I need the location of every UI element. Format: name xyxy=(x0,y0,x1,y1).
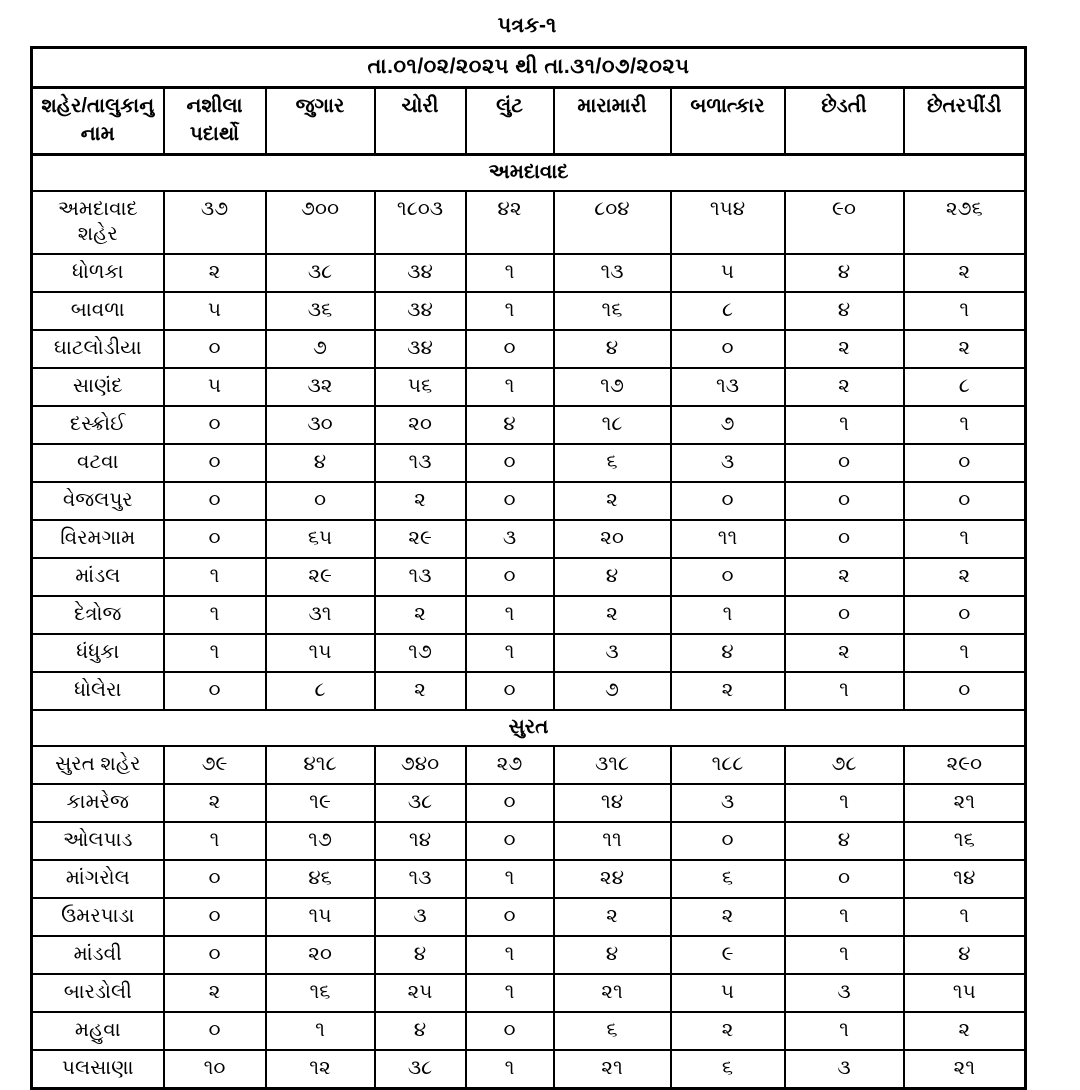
value-cell: ૦ xyxy=(164,936,266,974)
section-header-row xyxy=(32,710,1026,746)
value-cell: ૪ xyxy=(375,1012,466,1050)
value-cell: ૦ xyxy=(164,898,266,936)
table-row xyxy=(32,672,1026,710)
value-cell: ૪ xyxy=(671,634,785,672)
value-cell: ૦ xyxy=(671,330,785,368)
value-cell: ૪ xyxy=(785,254,904,292)
value-cell: ૨ xyxy=(904,558,1026,596)
table-row xyxy=(32,444,1026,482)
column-header-0: શહેર/તાલુકાનુ નામ xyxy=(32,88,164,155)
value-cell: ૦ xyxy=(466,482,554,520)
row-name-cell: વેજલપુર xyxy=(32,482,164,520)
value-cell: ૦ xyxy=(466,444,554,482)
value-cell: ૧૪ xyxy=(554,784,671,822)
value-cell: ૫ xyxy=(671,254,785,292)
value-cell: ૧૮૮ xyxy=(671,746,785,784)
table-row xyxy=(32,558,1026,596)
value-cell: ૭ xyxy=(554,672,671,710)
value-cell: ૦ xyxy=(671,822,785,860)
value-cell: ૨ xyxy=(785,634,904,672)
row-name-cell: સુરત શહેર xyxy=(32,746,164,784)
value-cell: ૮૦૪ xyxy=(554,191,671,254)
value-cell: ૦ xyxy=(466,1012,554,1050)
row-name-cell: ધોલેરા xyxy=(32,672,164,710)
row-name-cell: ધોળકા xyxy=(32,254,164,292)
value-cell: ૩૨ xyxy=(266,368,375,406)
value-cell: ૪ xyxy=(785,292,904,330)
column-header-4: લુંટ xyxy=(466,88,554,155)
value-cell: ૨ xyxy=(554,596,671,634)
value-cell: ૪ xyxy=(466,406,554,444)
value-cell: ૧૬ xyxy=(554,292,671,330)
column-header-5: મારામારી xyxy=(554,88,671,155)
value-cell: ૭૯ xyxy=(164,746,266,784)
table-row xyxy=(32,406,1026,444)
row-name-cell: વિરમગામ xyxy=(32,520,164,558)
value-cell: ૧ xyxy=(785,672,904,710)
value-cell: ૩ xyxy=(554,634,671,672)
row-name-cell: કામરેજ xyxy=(32,784,164,822)
value-cell: ૨ xyxy=(671,898,785,936)
value-cell: ૧ xyxy=(904,520,1026,558)
value-cell: ૫ xyxy=(671,974,785,1012)
table-row xyxy=(32,330,1026,368)
value-cell: ૬ xyxy=(671,860,785,898)
value-cell: ૯ xyxy=(671,936,785,974)
value-cell: ૧૫૪ xyxy=(671,191,785,254)
value-cell: ૧ xyxy=(466,368,554,406)
value-cell: ૪ xyxy=(266,444,375,482)
value-cell: ૨ xyxy=(785,368,904,406)
value-cell: ૨ xyxy=(904,254,1026,292)
value-cell: ૧૩ xyxy=(375,444,466,482)
value-cell: ૨ xyxy=(904,1012,1026,1050)
value-cell: ૨૭ xyxy=(466,746,554,784)
value-cell: ૧ xyxy=(671,596,785,634)
value-cell: ૨૯ xyxy=(266,558,375,596)
value-cell: ૪ xyxy=(554,936,671,974)
table-row xyxy=(32,634,1026,672)
value-cell: ૫ xyxy=(164,292,266,330)
table-row xyxy=(32,974,1026,1012)
table-row xyxy=(32,254,1026,292)
value-cell: ૧૩ xyxy=(554,254,671,292)
value-cell: ૭૦૦ xyxy=(266,191,375,254)
value-cell: ૨ xyxy=(375,672,466,710)
value-cell: ૨૧ xyxy=(554,1050,671,1089)
value-cell: ૧૧ xyxy=(554,822,671,860)
value-cell: ૧ xyxy=(164,558,266,596)
row-name-cell: ઉમરપાડા xyxy=(32,898,164,936)
value-cell: ૭૪૦ xyxy=(375,746,466,784)
value-cell: ૮ xyxy=(266,672,375,710)
row-name-cell: અમદાવાદ શહેર xyxy=(32,191,164,254)
value-cell: ૦ xyxy=(904,482,1026,520)
value-cell: ૧૭ xyxy=(554,368,671,406)
value-cell: ૨૭૬ xyxy=(904,191,1026,254)
value-cell: ૧ xyxy=(466,974,554,1012)
row-name-cell: માંગરોલ xyxy=(32,860,164,898)
value-cell: ૨ xyxy=(164,254,266,292)
value-cell: ૧૬ xyxy=(904,822,1026,860)
table-row xyxy=(32,368,1026,406)
value-cell: ૨ xyxy=(375,482,466,520)
value-cell: ૨૪ xyxy=(554,860,671,898)
value-cell: ૩૮ xyxy=(375,784,466,822)
value-cell: ૦ xyxy=(466,784,554,822)
value-cell: ૦ xyxy=(164,520,266,558)
value-cell: ૦ xyxy=(466,898,554,936)
value-cell: ૧ xyxy=(904,634,1026,672)
table-row xyxy=(32,898,1026,936)
value-cell: ૩૬ xyxy=(266,292,375,330)
row-name-cell: માંડલ xyxy=(32,558,164,596)
value-cell: ૧ xyxy=(164,634,266,672)
value-cell: ૩૧ xyxy=(266,596,375,634)
value-cell: ૧ xyxy=(904,898,1026,936)
value-cell: ૭ xyxy=(266,330,375,368)
table-row xyxy=(32,596,1026,634)
value-cell: ૧૩ xyxy=(375,860,466,898)
row-name-cell: બાવળા xyxy=(32,292,164,330)
date-range-row xyxy=(32,48,1026,88)
value-cell: ૧૩ xyxy=(671,368,785,406)
value-cell: ૦ xyxy=(164,860,266,898)
table-row xyxy=(32,1050,1026,1089)
row-name-cell: ઘાટલોડીયા xyxy=(32,330,164,368)
value-cell: ૫૬ xyxy=(375,368,466,406)
row-name-cell: દસ્ક્રોઈ xyxy=(32,406,164,444)
value-cell: ૦ xyxy=(466,822,554,860)
value-cell: ૩ xyxy=(671,784,785,822)
value-cell: ૪ xyxy=(375,936,466,974)
value-cell: ૧ xyxy=(466,634,554,672)
value-cell: ૦ xyxy=(671,558,785,596)
value-cell: ૪૬ xyxy=(266,860,375,898)
value-cell: ૧૯ xyxy=(266,784,375,822)
value-cell: ૨૫ xyxy=(375,974,466,1012)
value-cell: ૧૧ xyxy=(671,520,785,558)
column-header-7: છેડતી xyxy=(785,88,904,155)
value-cell: ૧૮૦૩ xyxy=(375,191,466,254)
value-cell: ૦ xyxy=(466,672,554,710)
row-name-cell: વટવા xyxy=(32,444,164,482)
value-cell: ૯૦ xyxy=(785,191,904,254)
value-cell: ૧ xyxy=(466,860,554,898)
value-cell: ૧ xyxy=(904,292,1026,330)
value-cell: ૧૩ xyxy=(375,558,466,596)
value-cell: ૧ xyxy=(785,898,904,936)
value-cell: ૪ xyxy=(554,330,671,368)
value-cell: ૦ xyxy=(466,558,554,596)
value-cell: ૩ xyxy=(375,898,466,936)
value-cell: ૭ xyxy=(671,406,785,444)
value-cell: ૦ xyxy=(671,482,785,520)
value-cell: ૦ xyxy=(164,1012,266,1050)
value-cell: ૧ xyxy=(466,596,554,634)
value-cell: ૧૭ xyxy=(375,634,466,672)
date-range-label: તા.૦૧/૦૨/૨૦૨૫ થી તા.૩૧/૦૭/૨૦૨૫ xyxy=(32,48,1026,88)
value-cell: ૪૨ xyxy=(466,191,554,254)
column-header-1: નશીલા પદાર્થો xyxy=(164,88,266,155)
column-header-8: છેતરપીંડી xyxy=(904,88,1026,155)
value-cell: ૨ xyxy=(164,974,266,1012)
page-title: પત્રક-૧ xyxy=(497,14,557,37)
value-cell: ૨ xyxy=(785,558,904,596)
value-cell: ૮ xyxy=(904,368,1026,406)
column-header-3: ચોરી xyxy=(375,88,466,155)
value-cell: ૧ xyxy=(466,254,554,292)
value-cell: ૩૦ xyxy=(266,406,375,444)
value-cell: ૧ xyxy=(785,784,904,822)
column-header-6: બળાત્કાર xyxy=(671,88,785,155)
value-cell: ૩૪ xyxy=(375,254,466,292)
value-cell: ૨ xyxy=(671,1012,785,1050)
value-cell: ૩૮ xyxy=(266,254,375,292)
value-cell: ૦ xyxy=(785,444,904,482)
value-cell: ૦ xyxy=(785,860,904,898)
value-cell: ૦ xyxy=(266,482,375,520)
value-cell: ૧૫ xyxy=(266,634,375,672)
value-cell: ૦ xyxy=(785,520,904,558)
row-name-cell: મહુવા xyxy=(32,1012,164,1050)
value-cell: ૦ xyxy=(785,596,904,634)
value-cell: ૨ xyxy=(554,898,671,936)
value-cell: ૧૭ xyxy=(266,822,375,860)
row-name-cell: પલસાણા xyxy=(32,1050,164,1089)
value-cell: ૧૮ xyxy=(554,406,671,444)
value-cell: ૨૦ xyxy=(554,520,671,558)
table-row xyxy=(32,1012,1026,1050)
value-cell: ૨ xyxy=(785,330,904,368)
value-cell: ૧૦ xyxy=(164,1050,266,1089)
value-cell: ૩ xyxy=(671,444,785,482)
crime-statistics-table xyxy=(30,46,1027,1090)
value-cell: ૨૧ xyxy=(554,974,671,1012)
value-cell: ૦ xyxy=(164,482,266,520)
table-row xyxy=(32,292,1026,330)
table-row xyxy=(32,520,1026,558)
value-cell: ૩ xyxy=(785,1050,904,1089)
value-cell: ૦ xyxy=(164,672,266,710)
value-cell: ૦ xyxy=(904,672,1026,710)
value-cell: ૧ xyxy=(466,936,554,974)
value-cell: ૧૬ xyxy=(266,974,375,1012)
value-cell: ૩ xyxy=(466,520,554,558)
value-cell: ૧ xyxy=(466,292,554,330)
value-cell: ૦ xyxy=(904,596,1026,634)
value-cell: ૦ xyxy=(164,444,266,482)
value-cell: ૧ xyxy=(785,406,904,444)
value-cell: ૩૧૮ xyxy=(554,746,671,784)
value-cell: ૭૮ xyxy=(785,746,904,784)
value-cell: ૬ xyxy=(554,444,671,482)
value-cell: ૧ xyxy=(466,1050,554,1089)
value-cell: ૧૪ xyxy=(375,822,466,860)
value-cell: ૩ xyxy=(785,974,904,1012)
value-cell: ૨૧ xyxy=(904,784,1026,822)
value-cell: ૦ xyxy=(466,330,554,368)
value-cell: ૨૦ xyxy=(266,936,375,974)
column-header-2: જુગાર xyxy=(266,88,375,155)
value-cell: ૨ xyxy=(375,596,466,634)
value-cell: ૪ xyxy=(785,822,904,860)
value-cell: ૦ xyxy=(785,482,904,520)
value-cell: ૨૧ xyxy=(904,1050,1026,1089)
value-cell: ૨૯૦ xyxy=(904,746,1026,784)
value-cell: ૧ xyxy=(785,1012,904,1050)
value-cell: ૧૪ xyxy=(904,860,1026,898)
value-cell: ૬ xyxy=(671,1050,785,1089)
value-cell: ૬ xyxy=(554,1012,671,1050)
value-cell: ૧૫ xyxy=(266,898,375,936)
value-cell: ૪૧૮ xyxy=(266,746,375,784)
value-cell: ૩૪ xyxy=(375,330,466,368)
column-header-row xyxy=(32,88,1026,155)
value-cell: ૧૨ xyxy=(266,1050,375,1089)
value-cell: ૪ xyxy=(554,558,671,596)
value-cell: ૫ xyxy=(164,368,266,406)
table-row xyxy=(32,746,1026,784)
value-cell: ૩૭ xyxy=(164,191,266,254)
row-name-cell: ધંધુકા xyxy=(32,634,164,672)
table-body xyxy=(32,155,1026,1089)
row-name-cell: સાણંદ xyxy=(32,368,164,406)
value-cell: ૨ xyxy=(671,672,785,710)
table-row xyxy=(32,860,1026,898)
row-name-cell: માંડવી xyxy=(32,936,164,974)
value-cell: ૧ xyxy=(164,822,266,860)
value-cell: ૮ xyxy=(671,292,785,330)
value-cell: ૧ xyxy=(785,936,904,974)
value-cell: ૪ xyxy=(904,936,1026,974)
value-cell: ૩૮ xyxy=(375,1050,466,1089)
value-cell: ૦ xyxy=(164,330,266,368)
value-cell: ૨૯ xyxy=(375,520,466,558)
value-cell: ૧ xyxy=(904,406,1026,444)
table-row xyxy=(32,482,1026,520)
value-cell: ૩૪ xyxy=(375,292,466,330)
value-cell: ૨ xyxy=(164,784,266,822)
section-title: સુરત xyxy=(32,710,1026,746)
row-name-cell: બારડોલી xyxy=(32,974,164,1012)
section-header-row xyxy=(32,155,1026,192)
value-cell: ૧ xyxy=(266,1012,375,1050)
table-row xyxy=(32,936,1026,974)
value-cell: ૦ xyxy=(904,444,1026,482)
value-cell: ૬૫ xyxy=(266,520,375,558)
value-cell: ૨ xyxy=(554,482,671,520)
value-cell: ૧૫ xyxy=(904,974,1026,1012)
table-row xyxy=(32,822,1026,860)
value-cell: ૦ xyxy=(164,406,266,444)
value-cell: ૨ xyxy=(904,330,1026,368)
table-row xyxy=(32,784,1026,822)
row-name-cell: દેત્રોજ xyxy=(32,596,164,634)
row-name-cell: ઓલપાડ xyxy=(32,822,164,860)
value-cell: ૨૦ xyxy=(375,406,466,444)
section-title: અમદાવાદ xyxy=(32,155,1026,192)
table-row xyxy=(32,191,1026,254)
value-cell: ૧ xyxy=(164,596,266,634)
